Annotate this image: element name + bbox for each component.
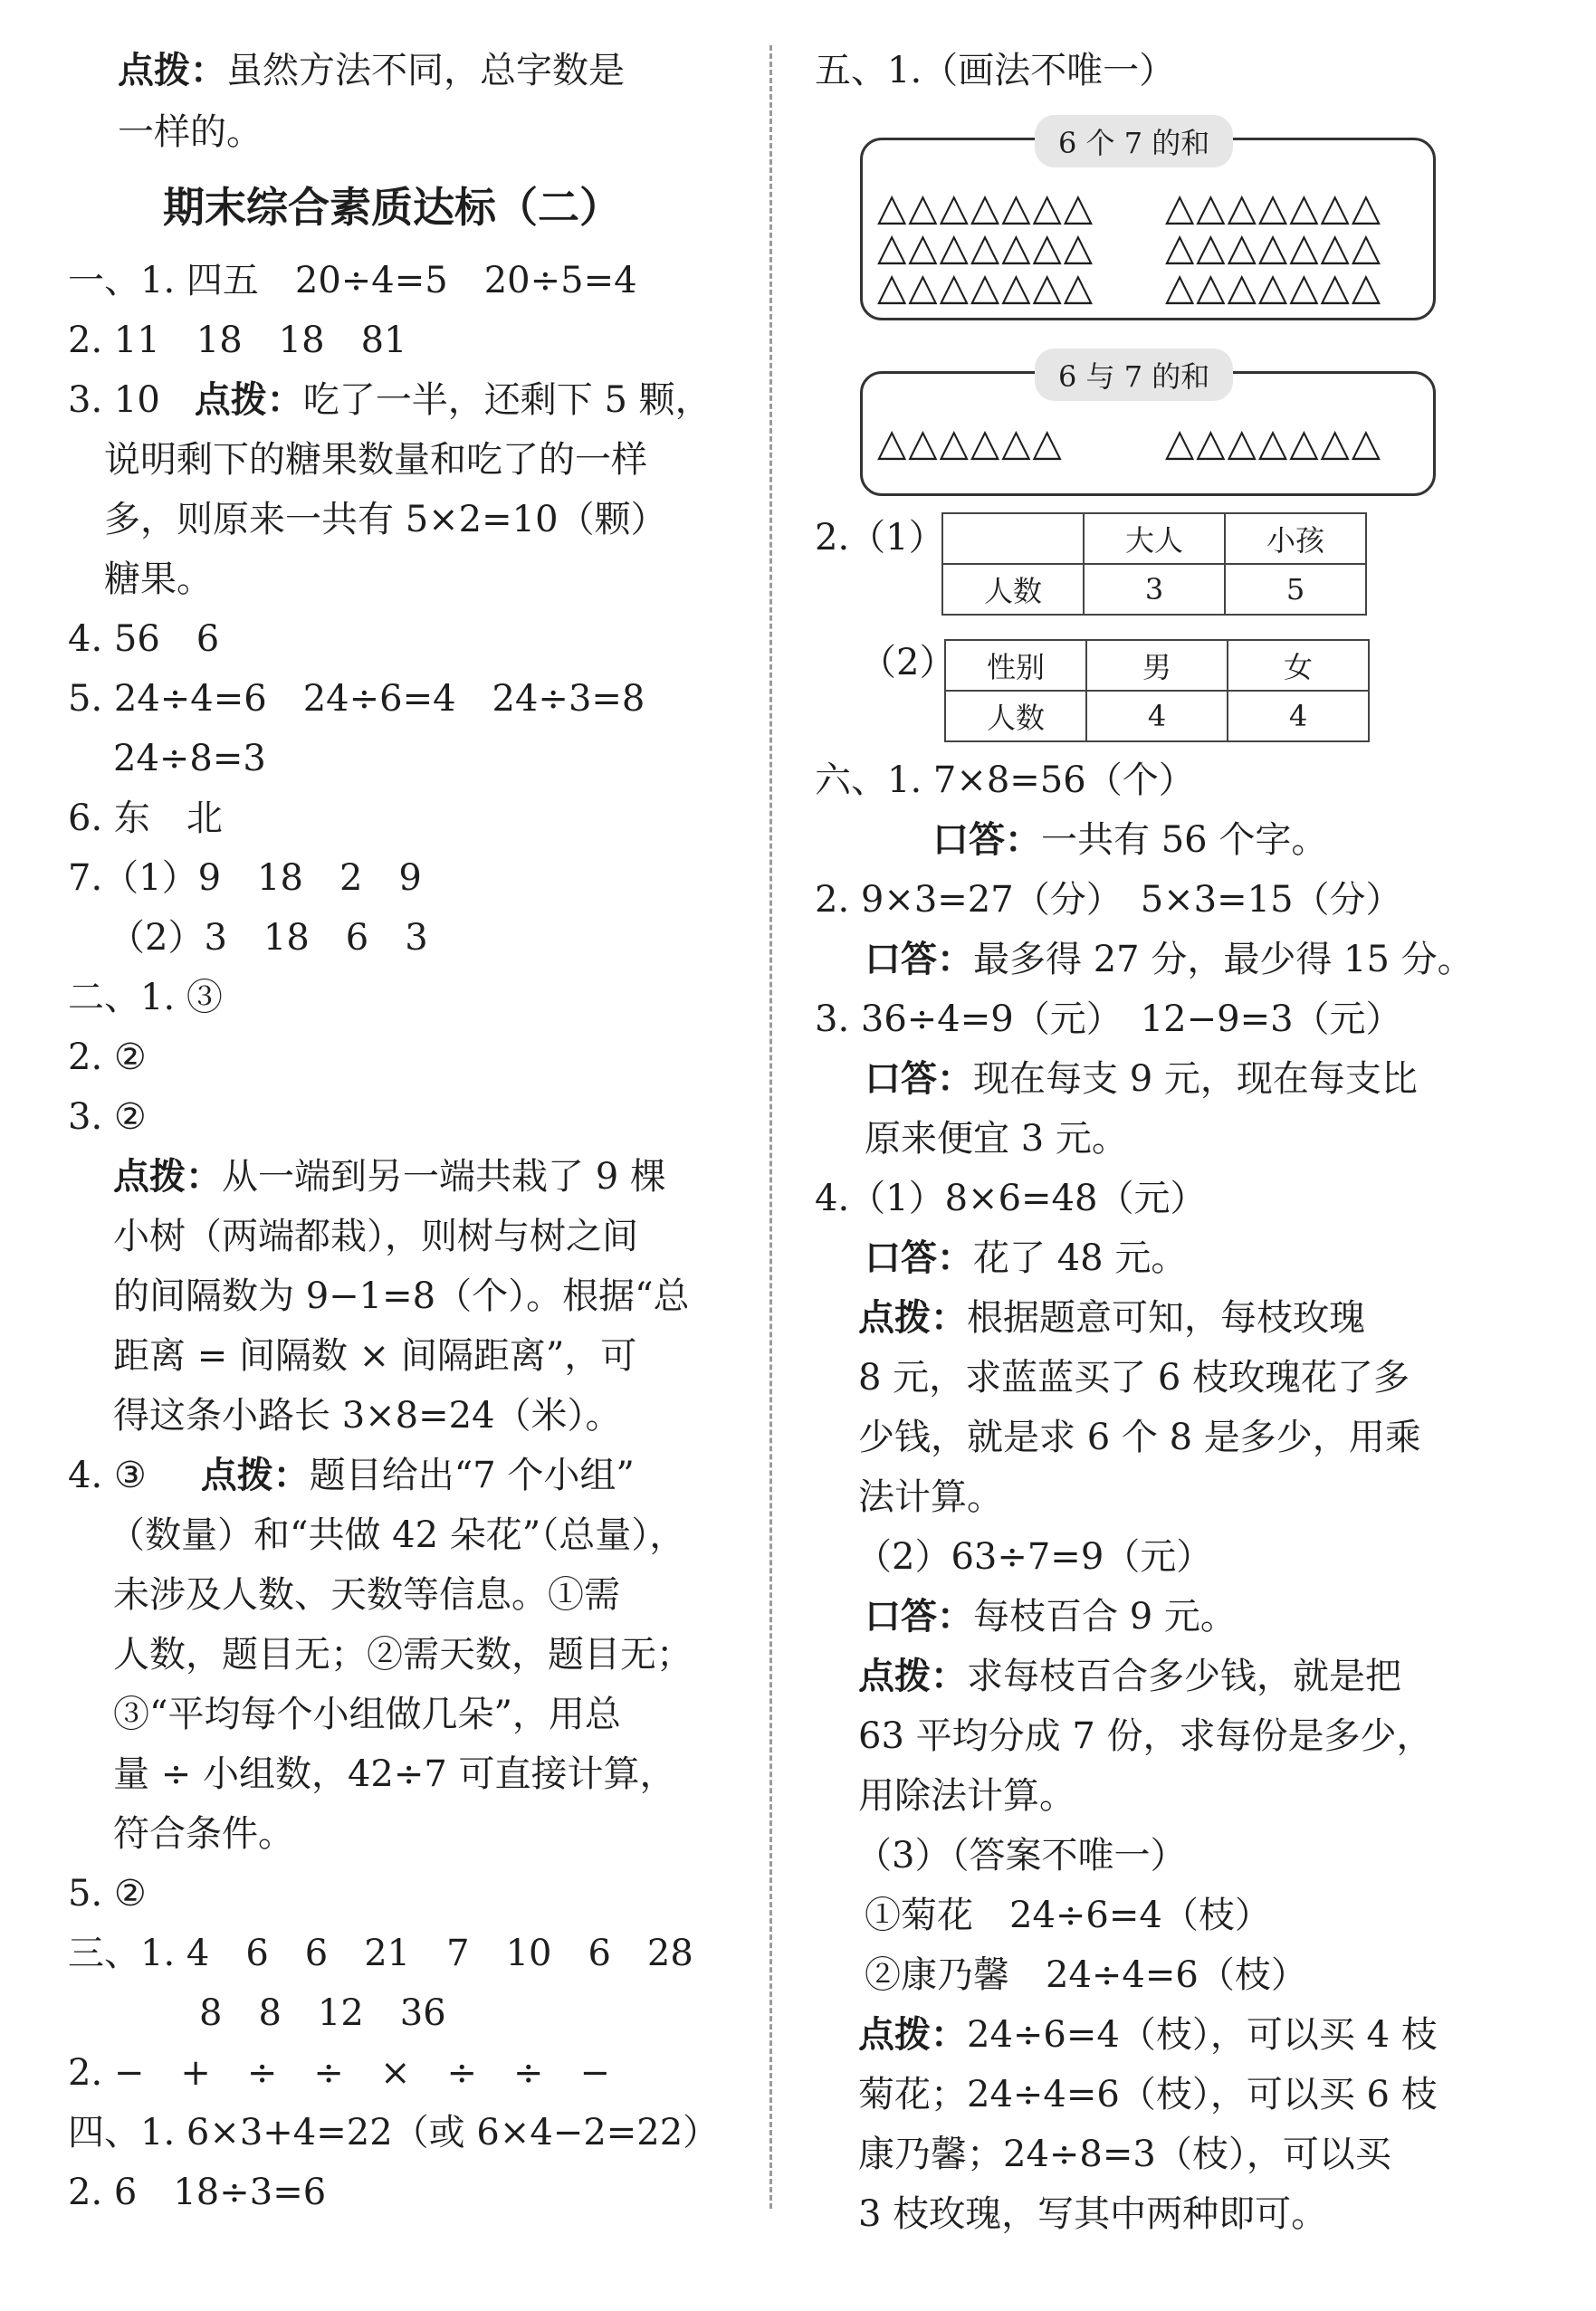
answer-label: 口答： — [932, 819, 1041, 861]
s2-item4 — [68, 1457, 635, 1494]
s1-item3-line2: 说明剩下的糖果数量和吃了的一样 — [104, 439, 647, 481]
s1-item5-line2: 24÷8=3 — [113, 738, 266, 779]
s2-item3-note — [113, 1156, 666, 1198]
table-cell: 4 — [1086, 691, 1228, 741]
note-label: 点拨： — [858, 1656, 967, 1697]
intro-note-line2: 一样的。 — [118, 111, 263, 153]
s2-item2: 2. ② — [68, 1036, 147, 1078]
s2-item5: 5. ② — [68, 1873, 147, 1915]
table-header-cell: 男 — [1086, 640, 1228, 691]
note-label: 点拨： — [858, 1297, 967, 1339]
s6-item4-1-note-line4: 法计算。 — [858, 1476, 1003, 1518]
answer-text: 最多得 27 分，最少得 15 分。 — [973, 939, 1474, 980]
s2-item4-line2: （数量）和“共做 42 朵花”（总量）， — [109, 1514, 686, 1556]
triangle-row: △△△△△△△ — [877, 224, 1095, 270]
s1-item3-line4: 糖果。 — [104, 559, 213, 600]
note-label: 点拨： — [118, 50, 226, 91]
intro-note — [118, 50, 625, 91]
s1-item7-line2: （2）3 18 6 3 — [109, 917, 428, 959]
s3-item2: 2. − + ÷ ÷ × ÷ ÷ − — [68, 2052, 611, 2094]
s6-item4-2-note-line3: 用除法计算。 — [858, 1775, 1075, 1817]
triangle-group-left — [877, 185, 1095, 310]
table-cell: 3 — [1084, 564, 1225, 615]
s6-item4-3: （3）（答案不唯一） — [855, 1835, 1187, 1876]
s6-item4-3-note — [858, 2014, 1438, 2056]
table-gender — [944, 639, 1370, 742]
s6-item4-1-note — [858, 1297, 1365, 1339]
s1-item7: 7.（1）9 18 2 9 — [68, 857, 422, 899]
triangle-group-right — [1165, 185, 1383, 310]
s4-item2: 2. 6 18÷3=6 — [68, 2172, 327, 2213]
s3-item1-line2: 8 8 12 36 — [199, 1992, 446, 2034]
triangle-row: △△△△△△△ — [877, 185, 1095, 229]
table-cell: 人数 — [942, 564, 1084, 615]
s6-item4-2-answer — [865, 1596, 1237, 1638]
s6-item4-3-note-line4: 3 枝玫瑰，写其中两种即可。 — [858, 2193, 1328, 2235]
s5-item1: 五、1.（画法不唯一） — [815, 50, 1176, 91]
answer-text: 现在每支 9 元，现在每支比 — [973, 1058, 1418, 1100]
triangle-row: △△△△△△△ — [1165, 224, 1383, 270]
s1-item3 — [68, 379, 712, 421]
s5-item2-1: 2.（1） — [815, 517, 945, 559]
s2-item4-line4: 人数，题目无；②需天数，题目无； — [113, 1634, 693, 1676]
s1-item4: 4. 56 6 — [68, 618, 220, 660]
table-header-cell: 大人 — [1084, 513, 1225, 564]
s1-item6: 6. 东 北 — [68, 797, 223, 839]
table-cell: 4 — [1228, 691, 1369, 741]
triangle-group-six: △△△△△△ — [877, 420, 1064, 464]
note-label: 点拨： — [194, 379, 303, 421]
s2-item4-line3: 未涉及人数、天数等信息。①需 — [113, 1574, 620, 1616]
answer-label: 口答： — [865, 1596, 973, 1638]
answer: 4. ③ — [68, 1455, 147, 1496]
s6-item3-answer — [865, 1058, 1418, 1100]
triangle-box-sum — [860, 359, 1436, 496]
triangle-row: △△△△△△△ — [1165, 185, 1383, 229]
s2-item3-note-line3: 的间隔数为 9−1=8（个）。根据“总 — [113, 1275, 690, 1317]
s1-item3-line3: 多，则原来一共有 5×2=10（颗） — [104, 499, 667, 540]
s6-item4-2-note-line2: 63 平均分成 7 份，求每份是多少， — [858, 1715, 1433, 1757]
s2-item3-note-line4: 距离 = 间隔数 × 间隔距离”，可 — [113, 1335, 637, 1377]
s4-item1: 四、1. 6×3+4=22（或 6×4−2=22） — [68, 2112, 720, 2153]
note-label: 点拨： — [858, 2014, 967, 2056]
note-text: 题目给出“7 个小组” — [309, 1455, 635, 1496]
s6-item2-answer — [865, 941, 1474, 978]
table-cell: 人数 — [945, 691, 1086, 741]
s6-item4-1: 4.（1）8×6=48（元） — [815, 1178, 1207, 1219]
triangle-row: △△△△△△△ — [877, 264, 1095, 310]
note-text: 吃了一半，还剩下 5 颗， — [302, 379, 712, 421]
answer-label: 口答： — [865, 1237, 973, 1279]
triangle-group-seven: △△△△△△△ — [1165, 420, 1383, 464]
s6-item1: 六、1. 7×8=56（个） — [815, 759, 1195, 801]
s2-item1: 二、1. ③ — [68, 977, 223, 1018]
note-text: 根据题意可知，每枝玫瑰 — [967, 1297, 1365, 1339]
s2-item3-note-line2: 小树（两端都栽），则树与树之间 — [113, 1216, 638, 1257]
s6-item4-3-note-line2: 菊花；24÷4=6（枝），可以买 6 枝 — [858, 2074, 1438, 2115]
s6-item2: 2. 9×3=27（分） 5×3=15（分） — [815, 879, 1402, 921]
table-header-cell: 小孩 — [1225, 513, 1366, 564]
note-label: 点拨： — [200, 1455, 310, 1496]
s6-item4-1-note-line2: 8 元，求蓝蓝买了 6 枝玫瑰花了多 — [858, 1357, 1410, 1399]
triangle-box-product — [860, 126, 1436, 320]
note-text: 虽然方法不同，总字数是 — [226, 50, 625, 91]
answer-text: 一共有 56 个字。 — [1041, 819, 1328, 861]
note-text: 求每枝百合多少钱，就是把 — [967, 1656, 1401, 1697]
s6-item4-3-option-a: ①菊花 24÷6=4（枝） — [865, 1895, 1271, 1936]
s1-item2: 2. 11 18 18 81 — [68, 320, 407, 361]
answer-text: 花了 48 元。 — [973, 1237, 1188, 1279]
s6-item4-1-note-line3: 少钱，就是求 6 个 8 是多少，用乘 — [858, 1417, 1421, 1458]
s6-item4-1-answer — [865, 1237, 1188, 1279]
note-text: 24÷6=4（枝），可以买 4 枝 — [967, 2014, 1438, 2056]
s1-item1: 一、1. 四五 20÷4=5 20÷5=4 — [68, 260, 637, 301]
s6-item4-3-note-line3: 康乃馨；24÷8=3（枝），可以买 — [858, 2134, 1391, 2175]
triangle-row: △△△△△△△ — [1165, 264, 1383, 310]
answer: 3. 10 — [68, 379, 160, 421]
answer-label: 口答： — [865, 1058, 973, 1100]
s2-item4-line7: 符合条件。 — [113, 1813, 294, 1855]
s1-item5: 5. 24÷4=6 24÷6=4 24÷3=8 — [68, 678, 645, 720]
table-header-cell: 女 — [1228, 640, 1369, 691]
note-text: 从一端到另一端共栽了 9 棵 — [222, 1156, 666, 1198]
answer-text: 每枝百合 9 元。 — [973, 1596, 1237, 1638]
s6-item3: 3. 36÷4=9（元） 12−9=3（元） — [815, 998, 1402, 1040]
table-cell: 5 — [1225, 564, 1366, 615]
table-adults-children — [941, 512, 1367, 616]
box-label: 6 与 7 的和 — [1035, 349, 1233, 401]
answer-label: 口答： — [865, 939, 973, 980]
box-label: 6 个 7 的和 — [1035, 115, 1233, 167]
s3-item1: 三、1. 4 6 6 21 7 10 6 28 — [68, 1933, 693, 1974]
s2-item3: 3. ② — [68, 1096, 147, 1138]
s6-item4-3-option-b: ②康乃馨 24÷4=6（枝） — [865, 1954, 1307, 1996]
s2-item4-line6: 量 ÷ 小组数，42÷7 可直接计算， — [113, 1753, 676, 1795]
s2-item3-note-line5: 得这条小路长 3×8=24（米）。 — [113, 1395, 622, 1437]
section-title: 期末综合素质达标（二） — [163, 183, 621, 232]
s6-item4-2-note — [858, 1658, 1401, 1695]
note-label: 点拨： — [113, 1156, 222, 1198]
column-divider — [769, 45, 772, 2209]
s6-item1-answer — [932, 819, 1328, 861]
s6-item4-2: （2）63÷7=9（元） — [855, 1536, 1213, 1578]
table-header-cell — [942, 513, 1084, 564]
table-header-cell: 性别 — [945, 640, 1086, 691]
s6-item3-answer-line2: 原来便宜 3 元。 — [865, 1118, 1128, 1160]
s2-item4-line5: ③“平均每个小组做几朵”，用总 — [113, 1694, 621, 1735]
s5-item2-2: （2） — [860, 642, 956, 683]
